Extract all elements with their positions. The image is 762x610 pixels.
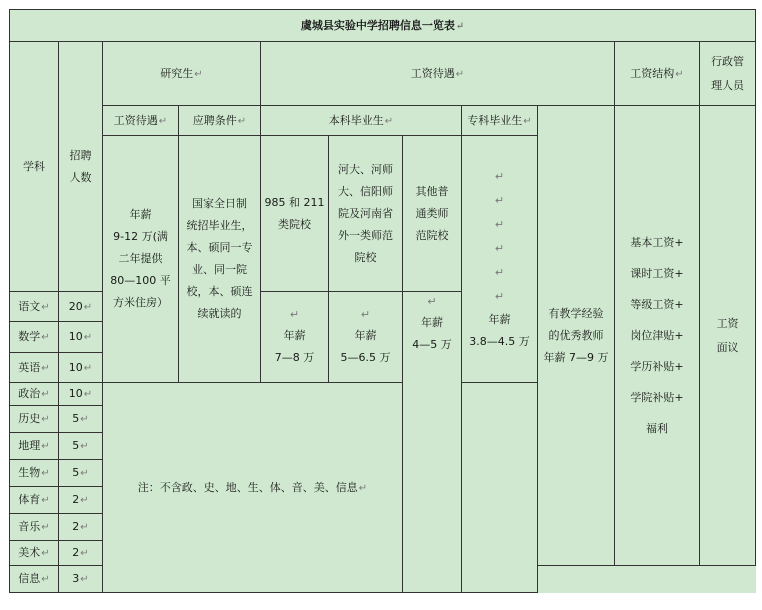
subject-count-text: 3 bbox=[72, 572, 80, 585]
header-count bbox=[59, 42, 103, 292]
note-cell bbox=[103, 383, 403, 593]
experienced-line: 有教学经验 bbox=[548, 306, 604, 320]
paragraph-mark: ↵ bbox=[41, 468, 50, 479]
tier-line: 范院校 bbox=[415, 228, 449, 242]
subject-count-text: 5 bbox=[72, 466, 80, 479]
subject-name bbox=[10, 322, 59, 353]
paragraph-mark: ↵ bbox=[289, 308, 300, 321]
subject-name-text: 历史 bbox=[18, 412, 41, 425]
paragraph-mark: ↵ bbox=[80, 468, 89, 479]
header-grad-requirements-text: 应聘条件 bbox=[192, 113, 237, 127]
grad-salary-line: 方米住房） bbox=[113, 296, 168, 309]
associate-salary-cell bbox=[462, 136, 538, 383]
paragraph-mark: ↵ bbox=[494, 170, 505, 183]
tier-line: 类院校 bbox=[278, 217, 311, 231]
subject-count bbox=[59, 514, 103, 541]
subject-count bbox=[59, 406, 103, 433]
paragraph-mark: ↵ bbox=[41, 522, 50, 533]
subject-count-text: 20 bbox=[68, 299, 83, 313]
paragraph-mark: ↵ bbox=[80, 548, 89, 559]
subject-name-text: 美术 bbox=[18, 546, 41, 559]
grad-salary-cell bbox=[103, 136, 179, 383]
subject-count-text: 10 bbox=[68, 330, 83, 343]
paragraph-mark: ↵ bbox=[83, 301, 93, 313]
header-admin bbox=[700, 42, 756, 106]
header-salary-text: 工资待遇 bbox=[410, 66, 455, 80]
associate-blank bbox=[462, 383, 538, 593]
subject-name-text: 数学 bbox=[18, 330, 41, 343]
tier-line: 院及河南省 bbox=[338, 206, 393, 220]
paragraph-mark: ↵ bbox=[41, 441, 50, 452]
subject-count-text: 2 bbox=[72, 493, 80, 506]
paragraph-mark: ↵ bbox=[455, 20, 465, 32]
paragraph-mark: ↵ bbox=[494, 242, 505, 255]
header-bachelor bbox=[261, 106, 462, 136]
paragraph-mark: ↵ bbox=[41, 332, 50, 343]
subject-name-text: 生物 bbox=[18, 466, 41, 479]
grad-requirement-line: 业、同一院 bbox=[192, 263, 247, 276]
subject-count-text: 5 bbox=[72, 412, 80, 425]
grad-requirement-line: 校，本、硕连 bbox=[186, 285, 253, 298]
subject-name bbox=[10, 353, 59, 383]
bachelor-tier-other bbox=[403, 136, 462, 292]
bachelor-salary-985 bbox=[261, 292, 329, 383]
experienced-line: 年薪 7—9 万 bbox=[543, 350, 609, 364]
header-graduate bbox=[103, 42, 261, 106]
header-subject-text: 学科 bbox=[23, 160, 45, 173]
header-associate-text: 专科毕业生 bbox=[467, 113, 523, 127]
subject-name-text: 信息 bbox=[18, 572, 41, 585]
subject-name-text: 英语 bbox=[18, 360, 41, 374]
recruitment-table bbox=[9, 9, 756, 593]
structure-line: 学历补贴+ bbox=[630, 360, 684, 373]
structure-line: 等级工资+ bbox=[630, 298, 684, 311]
paragraph-mark: ↵ bbox=[523, 115, 532, 127]
subject-name bbox=[10, 383, 59, 406]
paragraph-mark: ↵ bbox=[41, 389, 50, 400]
paragraph-mark: ↵ bbox=[360, 308, 371, 321]
grad-salary-line: 80—100 平 bbox=[110, 274, 171, 287]
admin-salary-line: 面议 bbox=[716, 340, 739, 354]
paragraph-mark: ↵ bbox=[41, 495, 50, 506]
subject-count-text: 2 bbox=[72, 520, 80, 533]
bachelor-tier-985 bbox=[261, 136, 329, 292]
admin-salary-line: 工资 bbox=[716, 316, 739, 330]
header-bachelor-text: 本科毕业生 bbox=[328, 113, 384, 127]
paragraph-mark: ↵ bbox=[455, 68, 465, 80]
bachelor-salary-other bbox=[403, 292, 462, 593]
subject-count-text: 5 bbox=[72, 439, 80, 452]
paragraph-mark: ↵ bbox=[41, 574, 50, 585]
paragraph-mark: ↵ bbox=[80, 441, 89, 452]
subject-count bbox=[59, 353, 103, 383]
subject-name-text: 体育 bbox=[18, 493, 41, 506]
subject-name-text: 政治 bbox=[18, 387, 41, 400]
paragraph-mark: ↵ bbox=[675, 68, 684, 80]
header-count-line1: 招聘 bbox=[69, 148, 92, 162]
subject-name bbox=[10, 566, 59, 593]
subject-name bbox=[10, 514, 59, 541]
subject-name bbox=[10, 292, 59, 322]
tier-line: 大、信阳师 bbox=[338, 184, 393, 198]
paragraph-mark: ↵ bbox=[83, 332, 93, 343]
paragraph-mark: ↵ bbox=[80, 522, 89, 533]
paragraph-mark: ↵ bbox=[194, 68, 203, 80]
header-grad-salary-text: 工资待遇 bbox=[113, 113, 158, 127]
subject-count bbox=[59, 487, 103, 514]
structure-line: 课时工资+ bbox=[630, 267, 684, 280]
bachelor-salary-line: 年薪 bbox=[421, 316, 443, 329]
structure-line: 岗位津贴+ bbox=[630, 329, 684, 342]
tier-line: 985 和 211 bbox=[264, 195, 325, 209]
header-admin-line1: 行政管 bbox=[711, 54, 745, 68]
experienced-teacher-cell bbox=[538, 106, 615, 566]
subject-count-text: 10 bbox=[68, 387, 83, 400]
structure-line: 福利 bbox=[646, 422, 668, 435]
subject-count bbox=[59, 433, 103, 460]
paragraph-mark: ↵ bbox=[83, 389, 93, 400]
subject-name-text: 语文 bbox=[18, 299, 41, 313]
paragraph-mark: ↵ bbox=[80, 495, 89, 506]
paragraph-mark: ↵ bbox=[158, 115, 168, 127]
associate-salary-line: 年薪 bbox=[488, 313, 511, 326]
subject-count bbox=[59, 566, 103, 593]
subject-name bbox=[10, 541, 59, 566]
subject-name bbox=[10, 406, 59, 433]
bachelor-salary-line: 4—5 万 bbox=[412, 338, 452, 351]
subject-name-text: 地理 bbox=[18, 439, 41, 452]
structure-line: 基本工资+ bbox=[630, 236, 684, 249]
subject-name bbox=[10, 433, 59, 460]
header-grad-requirements bbox=[179, 106, 261, 136]
bachelor-salary-line: 5—6.5 万 bbox=[340, 351, 391, 364]
paragraph-mark: ↵ bbox=[494, 194, 505, 207]
subject-count-text: 10 bbox=[68, 360, 83, 374]
grad-requirement-line: 续就读的 bbox=[197, 307, 242, 320]
subject-count bbox=[59, 292, 103, 322]
header-admin-line2: 理人员 bbox=[711, 78, 745, 92]
paragraph-mark: ↵ bbox=[41, 414, 50, 425]
grad-requirement-line: 本、硕同一专 bbox=[186, 241, 253, 254]
grad-salary-line: 年薪 bbox=[129, 208, 152, 221]
header-structure bbox=[615, 42, 700, 106]
header-associate bbox=[462, 106, 538, 136]
bachelor-salary-normal bbox=[329, 292, 403, 383]
grad-requirement-line: 统招毕业生， bbox=[186, 219, 253, 232]
paragraph-mark: ↵ bbox=[358, 482, 368, 494]
bachelor-salary-line: 7—8 万 bbox=[274, 351, 315, 364]
tier-line: 外一类师范 bbox=[338, 228, 393, 242]
paragraph-mark: ↵ bbox=[41, 548, 50, 559]
paragraph-mark: ↵ bbox=[83, 362, 93, 374]
experienced-line: 的优秀教师 bbox=[548, 328, 604, 342]
subject-name-text: 音乐 bbox=[18, 520, 41, 533]
table-title bbox=[10, 10, 756, 42]
grad-requirement-line: 国家全日制 bbox=[192, 197, 247, 210]
subject-count bbox=[59, 383, 103, 406]
subject-name bbox=[10, 460, 59, 487]
tier-line: 河大、河师 bbox=[338, 162, 393, 176]
paragraph-mark: ↵ bbox=[41, 362, 50, 374]
tier-line: 通类师 bbox=[415, 206, 449, 220]
paragraph-mark: ↵ bbox=[237, 115, 247, 127]
subject-count-text: 2 bbox=[72, 546, 80, 559]
bachelor-tier-normal-1 bbox=[329, 136, 403, 292]
paragraph-mark: ↵ bbox=[41, 301, 50, 313]
bachelor-salary-line: 年薪 bbox=[354, 329, 377, 342]
subject-count bbox=[59, 460, 103, 487]
subject-count bbox=[59, 322, 103, 353]
structure-line: 学院补贴+ bbox=[630, 391, 684, 404]
paragraph-mark: ↵ bbox=[384, 115, 394, 127]
associate-salary-line: 3.8—4.5 万 bbox=[469, 335, 530, 348]
paragraph-mark: ↵ bbox=[427, 295, 437, 308]
paragraph-mark: ↵ bbox=[80, 414, 89, 425]
paragraph-mark: ↵ bbox=[494, 218, 505, 231]
grad-salary-line: 二年提供 bbox=[118, 252, 163, 265]
grad-salary-line: 9-12 万(满 bbox=[113, 230, 168, 243]
tier-line: 其他普 bbox=[415, 184, 449, 198]
paragraph-mark: ↵ bbox=[494, 266, 505, 279]
subject-name bbox=[10, 487, 59, 514]
grad-requirements-cell bbox=[179, 136, 261, 383]
header-count-line2: 人数 bbox=[69, 170, 92, 184]
header-subject bbox=[10, 42, 59, 292]
salary-structure-cell bbox=[615, 106, 700, 566]
bachelor-salary-line: 年薪 bbox=[283, 329, 306, 342]
paragraph-mark: ↵ bbox=[494, 290, 505, 303]
subject-count bbox=[59, 541, 103, 566]
table-title-text: 虞城县实验中学招聘信息一览表 bbox=[300, 18, 455, 32]
header-structure-text: 工资结构 bbox=[630, 66, 675, 80]
header-salary bbox=[261, 42, 615, 106]
note-text: 注：不含政、史、地、生、体、音、美、信息 bbox=[137, 480, 358, 494]
header-grad-salary bbox=[103, 106, 179, 136]
tier-line: 院校 bbox=[354, 250, 377, 264]
admin-salary-cell bbox=[700, 106, 756, 566]
paragraph-mark: ↵ bbox=[80, 574, 89, 585]
header-graduate-text: 研究生 bbox=[160, 66, 194, 80]
